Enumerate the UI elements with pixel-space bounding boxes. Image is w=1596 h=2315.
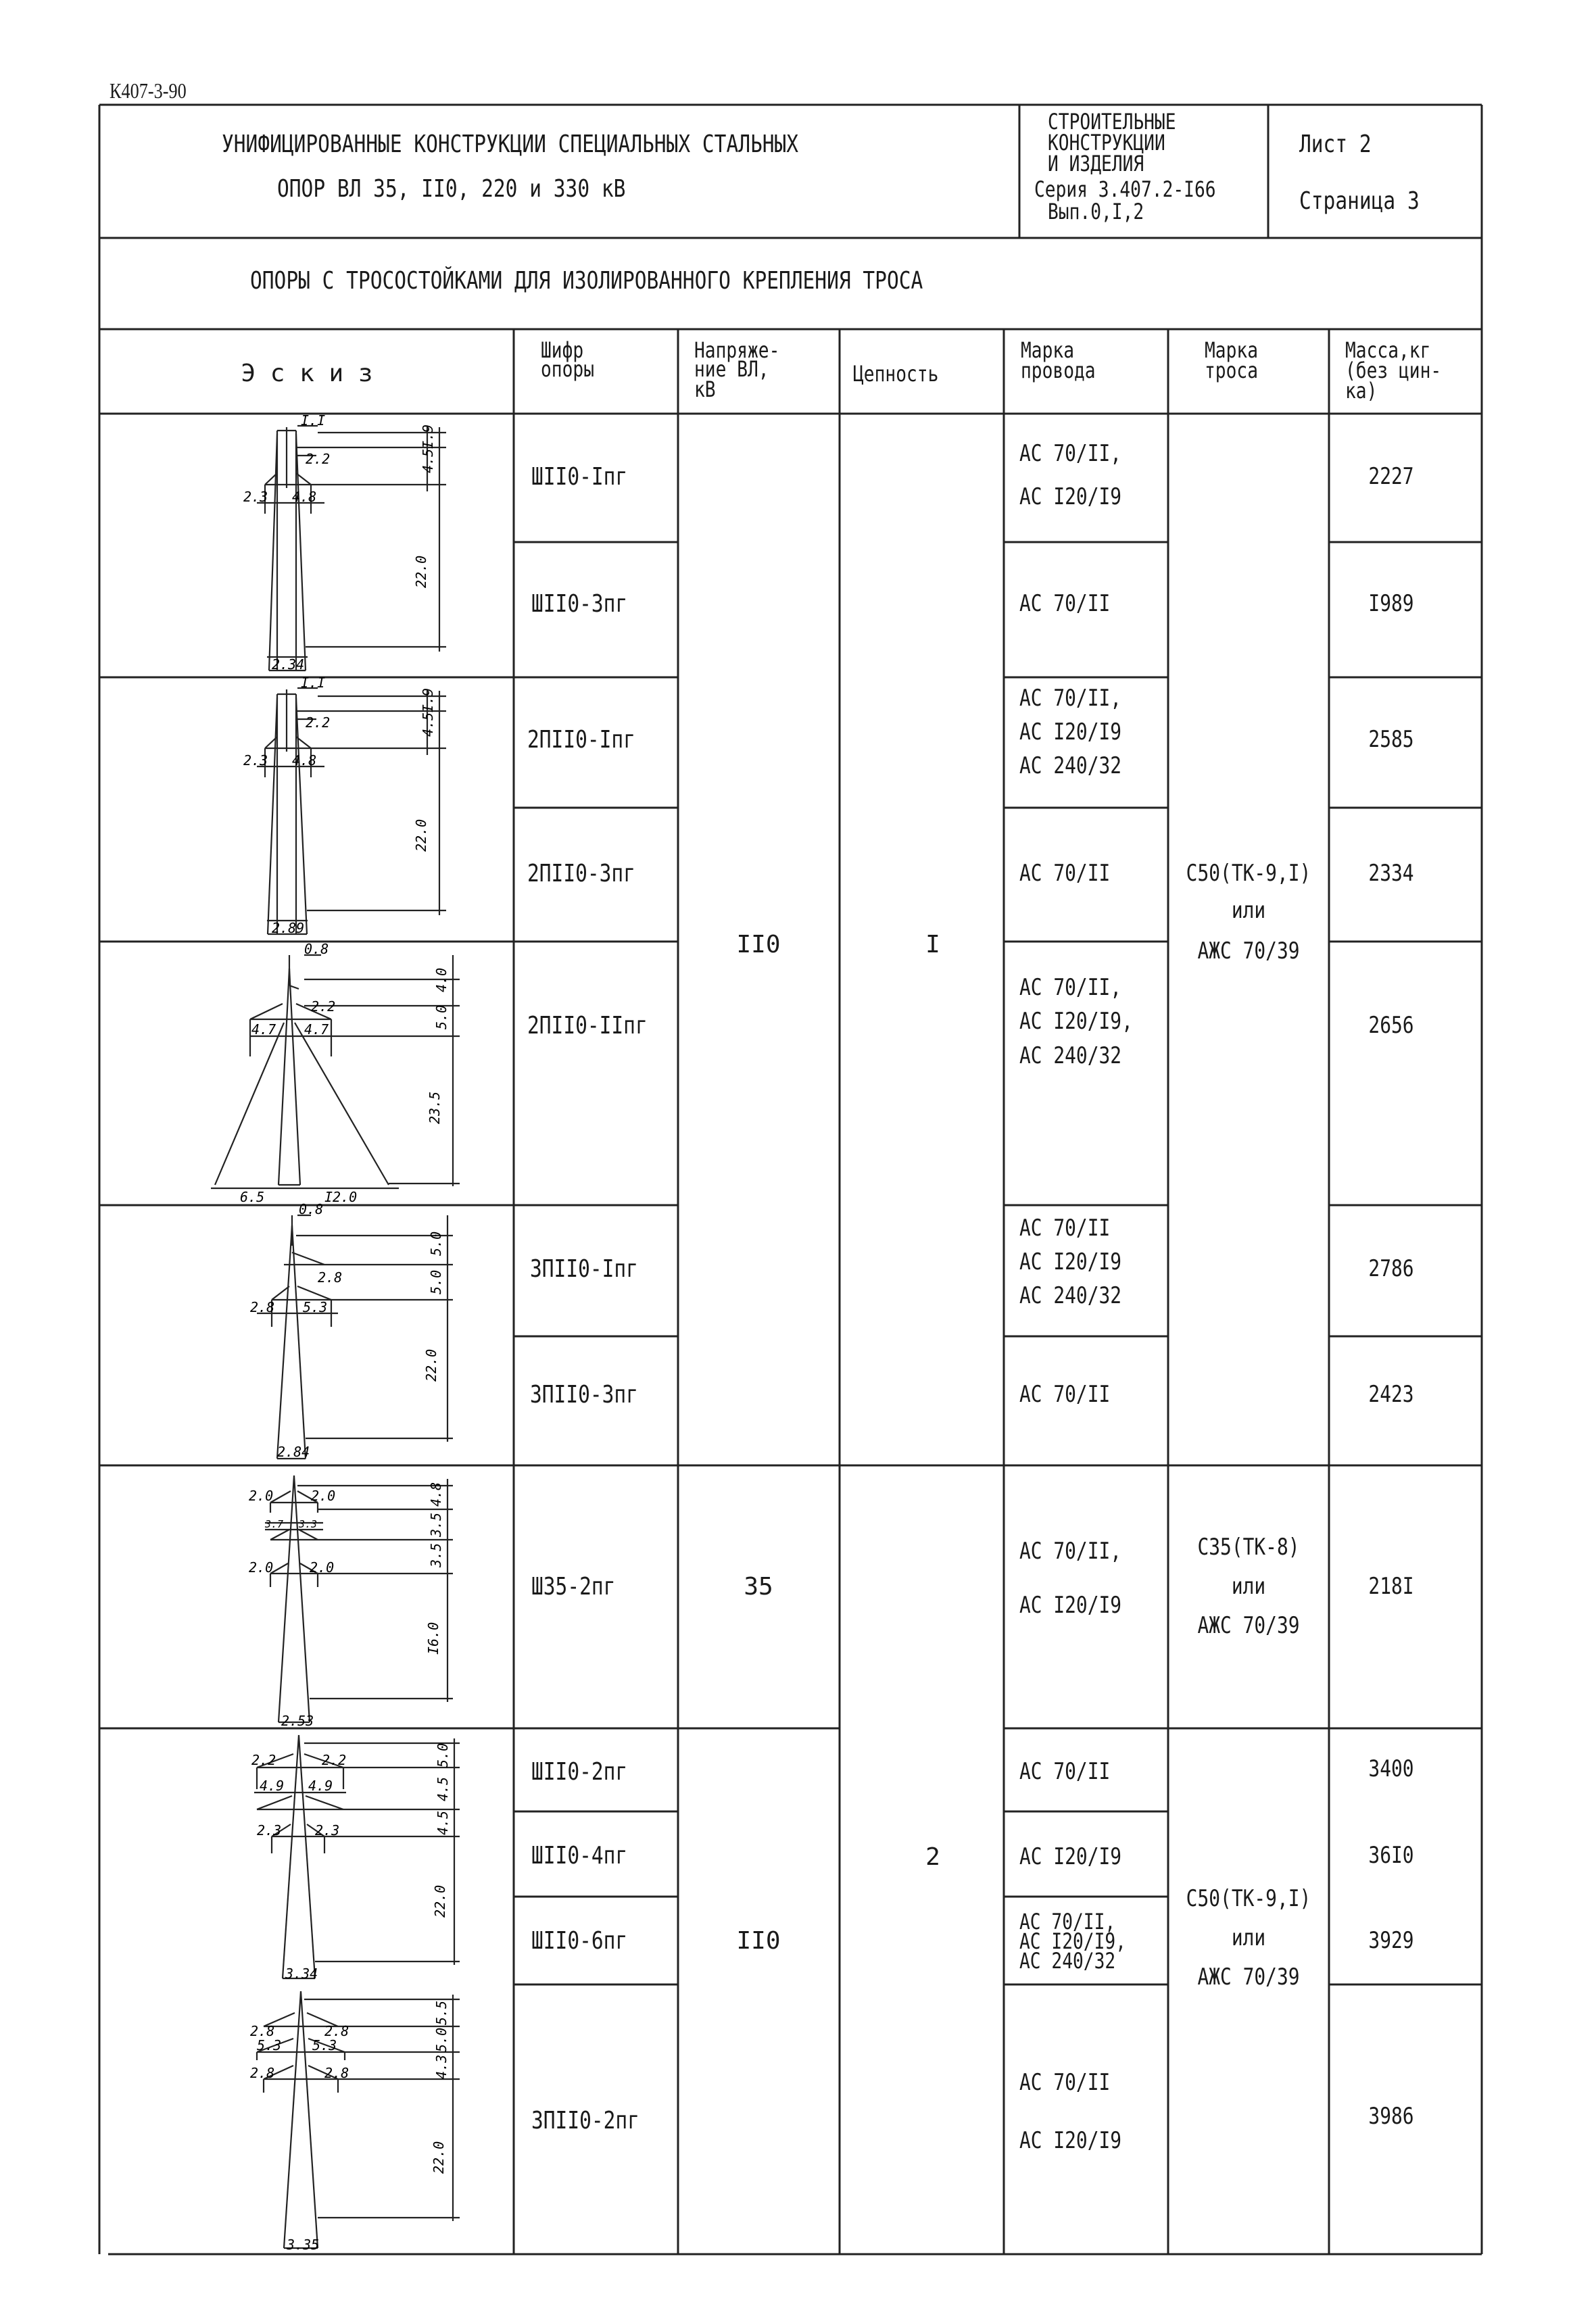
dim-label: 3.5 [428, 1512, 444, 1537]
table-row-code: 2ПII0-IIпг [527, 1012, 648, 1040]
wire-line: АС 70/II [1019, 1215, 1111, 1242]
tower-sketch-4 [230, 1201, 500, 1465]
mass-cell: I989 [1368, 590, 1414, 617]
dim-label: 2.8 [250, 2065, 275, 2081]
table-row-code: 2ПII0-3пг [527, 860, 635, 887]
wire-line: АС 70/II [1019, 1381, 1111, 1408]
wire-line: АС I20/I9 [1019, 1843, 1122, 1870]
header-chain: Цепность [853, 361, 939, 387]
dim-label: 4.5 [420, 448, 436, 473]
page-number: Страница 3 [1299, 187, 1420, 215]
header-volt-2: ние ВЛ, [694, 356, 769, 382]
dim-label: 2.3 [243, 752, 268, 769]
dim-label: 2.0 [249, 1488, 274, 1504]
tower-sketch-5 [230, 1465, 500, 1728]
category-line-1: СТРОИТЕЛЬНЫЕ [1048, 109, 1176, 135]
dim-label: 2.84 [277, 1444, 310, 1460]
dim-label: 4.8 [292, 489, 317, 505]
rope-cell: С50(ТК-9,I) [1186, 1885, 1311, 1912]
dim-label: 0.8 [299, 1201, 324, 1217]
header-mass-2: (без цин- [1345, 358, 1442, 383]
header-mass-1: Масса,кг [1345, 337, 1431, 363]
wire-line: АС I20/I9 [1019, 2127, 1122, 2154]
tower-sketch-7 [230, 1984, 500, 2254]
rope-cell: АЖС 70/39 [1197, 1964, 1300, 1991]
dim-label: 4.3 [433, 2054, 450, 2079]
dim-label: 4.5 [435, 1810, 451, 1835]
wire-line: АС 70/II, [1019, 440, 1122, 467]
dim-label: 2.8 [324, 2023, 349, 2039]
dim-label: 2.0 [310, 1559, 335, 1576]
dim-label: 3.5 [428, 1542, 444, 1567]
header-volt-3: кВ [694, 376, 716, 402]
dim-label: 2.2 [251, 1752, 276, 1768]
wire-line: АС 70/II, [1019, 1909, 1116, 1934]
dim-label: 4.0 [433, 967, 450, 992]
dim-label: 2.2 [306, 714, 331, 731]
dim-label: I6.0 [425, 1622, 441, 1655]
dim-label: 4.9 [308, 1778, 333, 1794]
chain-cell: I [925, 931, 940, 958]
table-row-code: ШII0-3пг [531, 590, 628, 618]
dim-label: 5.5 [433, 2000, 450, 2025]
header-rope-2: троса [1205, 358, 1258, 383]
tower-sketch-1 [230, 414, 487, 677]
table-row-code: 3ПII0-2пг [531, 2107, 639, 2135]
header-wire-2: провода [1021, 358, 1096, 383]
dim-label: 22.0 [413, 819, 429, 852]
table-row-code: 2ПII0-Iпг [527, 726, 635, 754]
dim-label: 2.0 [249, 1559, 274, 1576]
wire-line: АС 240/32 [1019, 1948, 1116, 1974]
dim-label: 3.7 [265, 1518, 284, 1530]
tower-sketch-6 [230, 1728, 500, 1984]
series-number: Серия 3.407.2-I66 [1034, 176, 1216, 202]
dim-label: 4.5 [435, 1776, 451, 1801]
mass-cell: 3986 [1368, 2103, 1414, 2130]
dim-label: 4.8 [292, 752, 317, 769]
dim-label: 5.0 [435, 1743, 451, 1768]
mass-cell: 2656 [1368, 1012, 1414, 1039]
dim-label: 2.53 [281, 1713, 314, 1729]
wire-line: АС 70/II [1019, 590, 1111, 617]
rope-cell: или [1231, 1573, 1266, 1600]
table-row-code: 3ПII0-3пг [530, 1381, 638, 1409]
table-row-code: Ш35-2пг [531, 1573, 616, 1601]
wire-line: АС I20/I9 [1019, 718, 1122, 746]
dim-label: 5.0 [433, 2027, 450, 2052]
dim-label: 22.0 [423, 1348, 439, 1382]
dim-label: 4.5 [420, 712, 436, 737]
mass-cell: 36I0 [1368, 1842, 1414, 1869]
dim-label: 3.3 [299, 1518, 318, 1530]
dim-label: 5.0 [433, 1004, 450, 1029]
mass-cell: 218I [1368, 1573, 1414, 1600]
sheet-number: Лист 2 [1299, 130, 1372, 158]
header-sketch: Э с к и з [241, 360, 373, 387]
dim-label: 4.9 [260, 1778, 285, 1794]
dim-label: 4.7 [251, 1021, 276, 1038]
wire-line: АС 240/32 [1019, 1282, 1122, 1309]
header-rope-1: Марка [1205, 337, 1258, 363]
wire-line: АС 70/II, [1019, 1538, 1122, 1565]
header-code-2: опоры [541, 356, 594, 382]
dim-label: 2.0 [311, 1488, 336, 1504]
rope-cell: С35(ТК-8) [1197, 1534, 1300, 1561]
dim-label: 5.3 [303, 1299, 328, 1315]
wire-line: АС 70/II [1019, 2069, 1111, 2096]
dim-label: 2.8 [250, 1299, 275, 1315]
mass-cell: 3400 [1368, 1755, 1414, 1782]
mass-cell: 2423 [1368, 1381, 1414, 1408]
dim-label: 2.8 [318, 1269, 343, 1286]
dim-label: I2.0 [324, 1189, 358, 1205]
table-row-code: ШII0-6пг [531, 1927, 628, 1955]
wire-line: АС 240/32 [1019, 752, 1122, 779]
header-volt-1: Напряже- [694, 337, 780, 363]
header-wire-1: Марка [1021, 337, 1074, 363]
tower-sketch-2 [230, 677, 487, 941]
dim-label: I.I [301, 412, 326, 429]
rope-cell: АЖС 70/39 [1197, 937, 1300, 965]
mass-cell: 2585 [1368, 726, 1414, 753]
dim-label: 2.34 [272, 656, 305, 673]
voltage-cell: 35 [744, 1573, 773, 1601]
section-title: ОПОРЫ С ТРОСОСТОЙКАМИ ДЛЯ ИЗОЛИРОВАННОГО КРЕПЛЕНИЯ ТРОСА [250, 267, 923, 295]
dim-label: 2.89 [272, 920, 305, 936]
wire-line: АС 240/32 [1019, 1042, 1122, 1069]
dim-label: 5.0 [428, 1231, 444, 1256]
dim-label: 3.34 [285, 1966, 318, 1982]
voltage-cell: II0 [736, 1927, 781, 1955]
dim-label: 2.2 [306, 451, 331, 467]
dim-label: 5.3 [257, 2037, 282, 2053]
wire-line: АС I20/I9 [1019, 483, 1122, 510]
dim-label: 4.7 [304, 1021, 329, 1038]
issue-number: Вып.0,I,2 [1048, 199, 1144, 224]
dim-label: I.9 [420, 424, 436, 449]
table-row-code: ШII0-2пг [531, 1758, 628, 1786]
rope-cell: или [1231, 897, 1266, 924]
dim-label: 2.8 [250, 2023, 275, 2039]
wire-line: АС 70/II, [1019, 974, 1122, 1001]
dim-label: 4.8 [428, 1482, 444, 1507]
wire-line: АС 70/II, [1019, 685, 1122, 712]
wire-line: АС I20/I9, [1019, 1008, 1133, 1035]
dim-label: 2.2 [322, 1752, 347, 1768]
rope-cell: или [1231, 1924, 1266, 1951]
dim-label: 2.8 [324, 2065, 349, 2081]
doc-code: К407-3-90 [110, 78, 187, 103]
mass-cell: 2227 [1368, 463, 1414, 490]
voltage-cell: II0 [736, 931, 781, 958]
table-row-code: 3ПII0-Iпг [530, 1255, 638, 1283]
title-line-2: ОПОР ВЛ 35, II0, 220 и 330 кВ [277, 175, 626, 203]
mass-cell: 2334 [1368, 860, 1414, 887]
dim-label: 5.3 [312, 2037, 337, 2053]
header-code-1: Шифр [541, 337, 584, 363]
dim-label: 2.3 [257, 1822, 282, 1838]
dim-label: 0.8 [304, 941, 329, 957]
wire-line: АС I20/I9 [1019, 1592, 1122, 1619]
dim-label: 23.5 [427, 1091, 443, 1124]
dim-label: I.9 [420, 687, 436, 712]
dim-label: 5.0 [428, 1269, 444, 1294]
dim-label: 6.5 [240, 1189, 265, 1205]
wire-line: АС I20/I9, [1019, 1928, 1126, 1954]
table-row-code: ШII0-4пг [531, 1842, 628, 1870]
dim-label: 22.0 [432, 1884, 448, 1918]
title-line-1: УНИФИЦИРОВАННЫЕ КОНСТРУКЦИИ СПЕЦИАЛЬНЫХ СТАЛЬНЫХ [222, 130, 799, 158]
category-line-2: КОНСТРУКЦИИ [1048, 130, 1165, 155]
dim-label: I.I [301, 675, 326, 691]
mass-cell: 3929 [1368, 1927, 1414, 1954]
wire-line: АС 70/II [1019, 1758, 1111, 1785]
dim-label: 2.2 [311, 998, 336, 1015]
wire-line: АС I20/I9 [1019, 1248, 1122, 1275]
rope-cell: С50(ТК-9,I) [1186, 860, 1311, 887]
tower-sketch-3 [203, 942, 493, 1205]
dim-label: 22.0 [431, 2141, 447, 2174]
table-row-code: ШII0-Iпг [531, 463, 628, 491]
dim-label: 22.0 [413, 555, 429, 588]
dim-label: 2.3 [243, 489, 268, 505]
dim-label: 2.3 [315, 1822, 340, 1838]
wire-line: АС 70/II [1019, 860, 1111, 887]
rope-cell: АЖС 70/39 [1197, 1612, 1300, 1639]
mass-cell: 2786 [1368, 1255, 1414, 1282]
dim-label: 3.35 [287, 2237, 320, 2253]
header-mass-3: ка) [1345, 378, 1378, 404]
category-line-3: И ИЗДЕЛИЯ [1048, 151, 1144, 176]
chain-cell: 2 [925, 1843, 940, 1871]
